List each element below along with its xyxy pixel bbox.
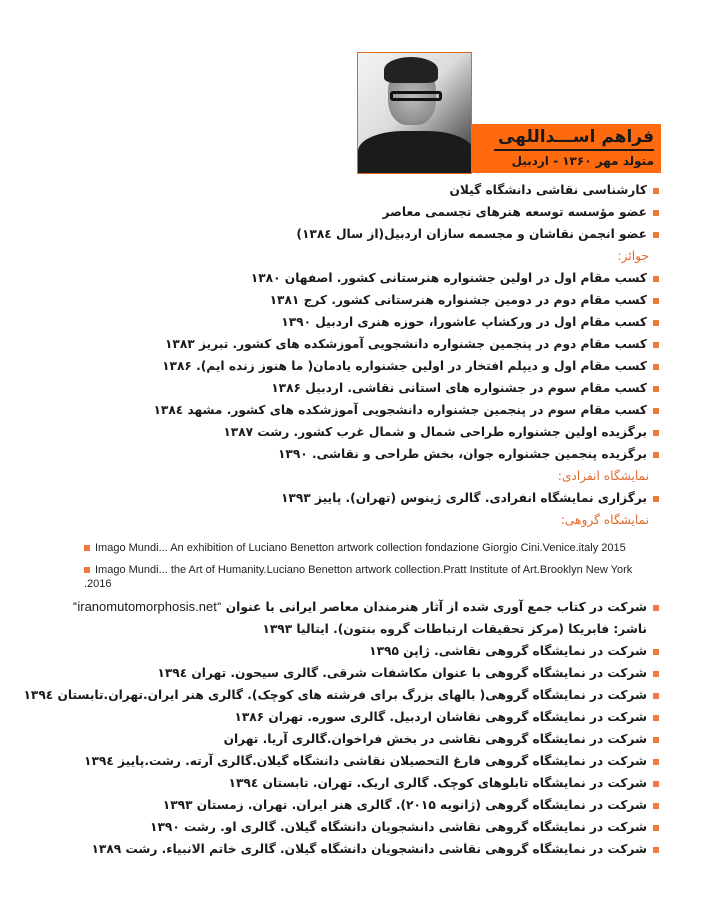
bio-text: کارشناسی نقاشی دانشگاه گیلان [449, 183, 647, 197]
group-text: شرکت در نمایشگاه گروهی نقاشی. ژاپن ۱۳۹۵ [369, 644, 647, 658]
portrait-photo [357, 52, 472, 174]
bullet-icon [653, 847, 659, 853]
birth-info: متولد مهر ۱۳۶۰ - اردبیل [511, 154, 654, 168]
group-heading: نمایشگاه گروهی: [560, 513, 649, 527]
bio-list [153, 179, 659, 531]
bullet-icon [653, 210, 659, 216]
group-item [23, 772, 659, 794]
group-text: شرکت در نمایشگاه گروهی( بالهای بزرگ برای فرشته های کوچک). گالری هنر ایران.تهران.تابستان ۱۳۹٤ [23, 688, 647, 702]
bio-text: عضو انجمن نقاشان و مجسمه سازان اردبیل(از سال ۱۳۸٤) [296, 227, 647, 241]
solo-text: برگزاری نمایشگاه انفرادی. گالری ژینوس (تهران). پاییز ۱۳۹۳ [280, 491, 647, 505]
group-text: شرکت در نمایشگاه گروهی با عنوان مکاشفات شرقی. گالری سیحون. تهران ۱۳۹٤ [157, 666, 647, 680]
group-item [23, 684, 659, 706]
portrait-hair-shape [384, 57, 438, 83]
bullet-icon [653, 605, 659, 611]
bullet-icon [653, 342, 659, 348]
bio-item [153, 223, 659, 245]
bio-item [153, 179, 659, 201]
award-text: کسب مقام اول در ورکشاپ عاشورا، حوزه هنری اردبیل ۱۳۹۰ [281, 315, 647, 329]
award-text: کسب مقام سوم در جشنواره های استانی نقاشی. اردبیل ۱۳۸۶ [271, 381, 647, 395]
award-item [153, 421, 659, 443]
portrait-glasses-shape [390, 91, 442, 101]
bullet-icon [653, 452, 659, 458]
bullet-icon [653, 232, 659, 238]
award-item [153, 333, 659, 355]
bullet-icon [653, 364, 659, 370]
bullet-icon [653, 759, 659, 765]
group-item [23, 816, 659, 838]
bullet-icon [653, 386, 659, 392]
award-text: کسب مقام سوم در پنجمین جشنواره دانشجویی آموزشکده های کشور. مشهد ۱۳۸٤ [153, 403, 647, 417]
bullet-icon [653, 320, 659, 326]
group-en-text: Imago Mundi... An exhibition of Luciano Benetton artwork collection fondazione Giorgio Cini.Venice.italy 2015 [95, 542, 626, 554]
group-item [23, 794, 659, 816]
book-url: iranomutomorphosis.net [77, 599, 217, 614]
group-item [23, 706, 659, 728]
group-item [23, 750, 659, 772]
bullet-icon [653, 496, 659, 502]
bullet-icon [653, 408, 659, 414]
bullet-icon [653, 825, 659, 831]
awards-heading: جوائز: [617, 249, 649, 263]
group-text: شرکت در نمایشگاه تابلوهای کوچک. گالری اریک. تهران. تابستان ۱۳۹٤ [228, 776, 647, 790]
group-item [23, 728, 659, 750]
bullet-icon [653, 693, 659, 699]
book-item [23, 596, 659, 618]
bullet-icon [653, 715, 659, 721]
bullet-icon [653, 430, 659, 436]
group-text: شرکت در نمایشگاه گروهی نقاشی دانشجویان دانشگاه گیلان. گالری او. رشت ۱۳۹۰ [150, 820, 647, 834]
award-text: کسب مقام اول در اولین جشنواره هنرستانی کشور. اصفهان ۱۳۸۰ [250, 271, 647, 285]
quote-mark: " [216, 602, 222, 612]
bio-item [153, 201, 659, 223]
group-item [23, 838, 659, 860]
award-item [153, 355, 659, 377]
group-text: شرکت در نمایشگاه گروهی نقاشی دانشجویان دانشگاه گیلان. گالری خاتم الانبیاء. رشت ۱۳۸۹ [91, 842, 647, 856]
artist-name: فراهم اســـداللهی [494, 126, 654, 151]
award-text: برگزیده اولین جشنواره طراحی شمال و شمال غرب کشور. رشت ۱۳۸۷ [223, 425, 647, 439]
book-publisher: ناشر: فابریکا (مرکز تحقیقات ارتباطات گروه بنتون). ایتالیا ۱۳۹۳ [262, 622, 647, 636]
bullet-icon [653, 737, 659, 743]
solo-heading: نمایشگاه انفرادی: [557, 469, 649, 483]
bullet-icon [653, 188, 659, 194]
bullet-icon [84, 567, 90, 573]
bullet-icon [653, 781, 659, 787]
bullet-icon [653, 803, 659, 809]
quote-mark: " [72, 602, 78, 612]
group-item [23, 640, 659, 662]
group-text: شرکت در نمایشگاه گروهی (ژانویه ۲۰۱۵). گالری هنر ایران. تهران. زمستان ۱۳۹۳ [162, 798, 647, 812]
award-text: برگزیده پنجمین جشنواره جوان، بخش طراحی و نقاشی. ۱۳۹۰ [277, 447, 647, 461]
award-item [153, 377, 659, 399]
group-text: شرکت در نمایشگاه گروهی فارغ التحصیلان نقاشی دانشگاه گیلان.گالری آرته. رشت.پاییز ۱۳۹٤ [84, 754, 647, 768]
award-text: کسب مقام دوم در دومین جشنواره هنرستانی کشور. کرج ۱۳۸۱ [269, 293, 647, 307]
solo-item [153, 487, 659, 509]
bio-text: عضو مؤسسه توسعه هنرهای تجسمی معاصر [382, 205, 647, 219]
award-text: کسب مقام اول و دیپلم افتخار در اولین جشنواره یادمان( ما هنوز زنده ایم). ۱۳۸۶ [162, 359, 647, 373]
group-text: شرکت در نمایشگاه گروهی نقاشان اردبیل. گالری سوره. تهران ۱۳۸۶ [234, 710, 647, 724]
portrait-body-shape [358, 131, 472, 174]
award-text: کسب مقام دوم در پنجمین جشنواره دانشجویی آموزشکده های کشور. تبریز ۱۳۸۳ [164, 337, 647, 351]
award-item [153, 267, 659, 289]
group-list [23, 596, 659, 860]
bullet-icon [653, 671, 659, 677]
group-en-item [84, 541, 626, 555]
bullet-icon [653, 649, 659, 655]
group-item [23, 662, 659, 684]
group-en-item [84, 563, 632, 591]
award-item [153, 289, 659, 311]
award-item [153, 399, 659, 421]
bullet-icon [653, 276, 659, 282]
name-banner [471, 124, 661, 173]
bullet-icon [653, 298, 659, 304]
group-text: شرکت در نمایشگاه گروهی نقاشی در بخش فراخوان.گالری آریا. تهران [223, 732, 647, 746]
group-en-text: Imago Mundi... the Art of Humanity.Luciano Benetton artwork collection.Pratt Institute of Art.Brooklyn New York [95, 564, 633, 576]
award-item [153, 443, 659, 465]
group-en-text-continued: .2016 [84, 578, 112, 590]
book-text: شرکت در کتاب جمع آوری شده از آثار هنرمندان معاصر ایرانی با عنوان [225, 600, 647, 614]
bullet-icon [84, 545, 90, 551]
award-item [153, 311, 659, 333]
